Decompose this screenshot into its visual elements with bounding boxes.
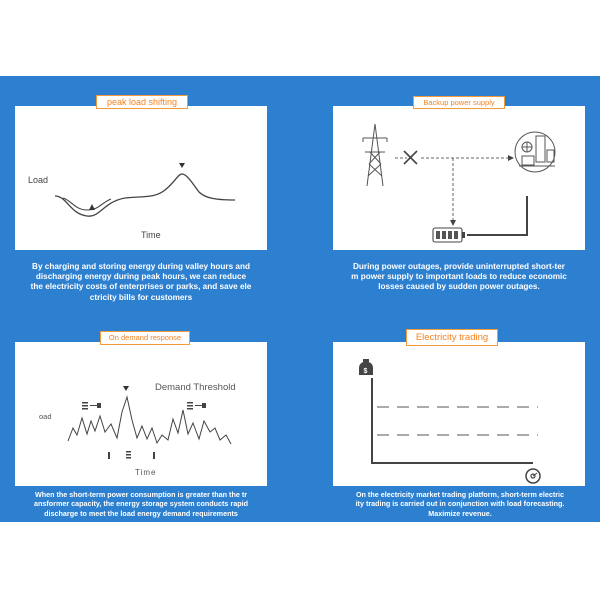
peak-load-shifting-title: peak load shifting: [106, 97, 178, 107]
peak-arrow-icon: [179, 163, 185, 168]
demand-response-caption: [4, 490, 278, 518]
axes: [372, 378, 533, 463]
caption-line: During power outages, provide uninterrupted short-ter: [353, 262, 565, 271]
caption-line: ctricity bills for customers: [89, 292, 193, 302]
caption-line: Maximize revenue.: [428, 508, 492, 518]
demand-response-diagram: [15, 342, 267, 486]
backup-power-supply-caption: [320, 262, 598, 293]
caption-line: By charging and storing energy during valley hours and: [32, 262, 250, 271]
peak-load-shifting-caption: [4, 262, 278, 303]
supply-line: [467, 196, 527, 235]
backup-power-diagram: [333, 106, 585, 250]
electricity-trading-diagram: [333, 342, 585, 486]
caption-line: ansformer capacity, the energy storage system conducts rapid: [34, 499, 248, 509]
load-axis-label: oad: [39, 412, 52, 421]
arrow-right-icon: [508, 155, 514, 161]
money-bag-icon: [359, 359, 373, 375]
svg-text:$: $: [363, 368, 368, 375]
factory-icon: [515, 132, 555, 172]
electricity-trading-title: Electricity trading: [415, 332, 489, 343]
caption-line: losses caused by sudden power outages.: [378, 282, 540, 292]
caption-line: When the short-term power consumption is greater than the tr: [34, 490, 248, 499]
caption-line: the electricity costs of enterprises or parks, and save ele: [30, 282, 252, 292]
demand-threshold-label: Demand Threshold: [155, 382, 236, 393]
transmission-tower-icon: [363, 124, 387, 186]
caption-line: ity trading is carried out in conjunction with load forecasting.: [355, 499, 565, 509]
backup-power-supply-tag: [413, 96, 505, 109]
peak-load-shifting-tag: [96, 95, 188, 109]
discharge-icon: [187, 402, 206, 410]
load-curve: [68, 397, 231, 444]
demand-response-card: [15, 342, 267, 486]
clock-icon: [526, 469, 540, 483]
electricity-trading-card: [333, 342, 585, 486]
demand-response-title: On demand response: [108, 333, 182, 342]
time-axis-label: Time: [141, 230, 161, 240]
caption-line: m power supply to important loads to reduce economic: [351, 272, 567, 282]
arrow-down-icon: [450, 220, 456, 226]
caption-line: discharge to meet the load energy demand requirements: [44, 508, 238, 518]
load-axis-label: Load: [28, 175, 49, 185]
demand-response-tag: [100, 331, 190, 345]
battery-marker-icon: [108, 451, 155, 459]
peak-arrow-icon: [123, 386, 129, 391]
discharge-icon: [82, 402, 101, 410]
peak-load-shifting-diagram: [15, 106, 267, 250]
caption-line: discharging energy during peak hours, we can reduce: [35, 272, 247, 282]
valley-arrow-icon: [89, 204, 95, 210]
battery-icon: [433, 228, 465, 242]
electricity-trading-caption: [322, 490, 598, 518]
time-axis-label: Time: [135, 468, 157, 477]
electricity-trading-tag: [406, 329, 498, 346]
caption-line: On the electricity market trading platform, short-term electric: [355, 490, 565, 499]
backup-power-supply-title: Backup power supply: [423, 98, 495, 107]
backup-power-supply-card: [333, 106, 585, 250]
peak-load-shifting-card: [15, 106, 267, 250]
